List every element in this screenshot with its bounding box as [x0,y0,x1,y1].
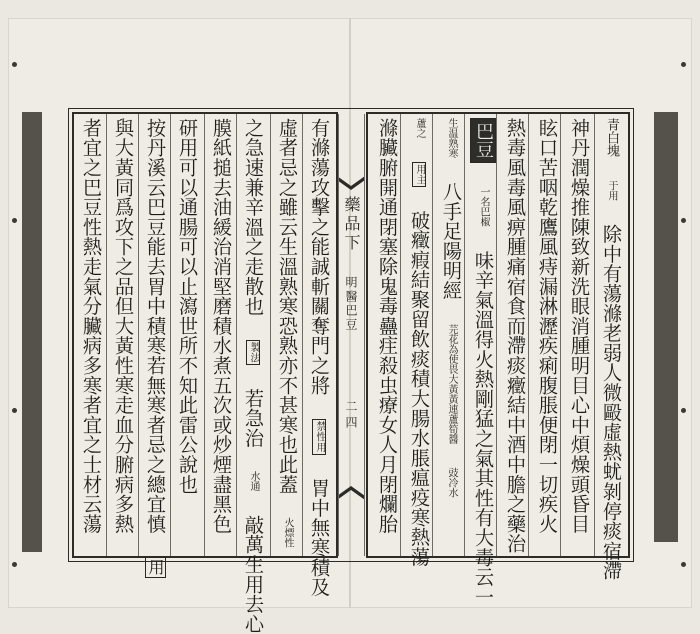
right-col-2: 神丹潤燥推陳致新洗眼消腫明目心中煩燥頭昏目 [568,118,591,534]
annotation: 水通 [248,471,259,492]
section-marker: 禁性用 [314,420,325,453]
annotation: 豉冷水 [446,467,457,498]
annotation: 生温熟寒 [446,118,457,158]
punch-hole [12,562,17,567]
text-run: 敲萬生用去心 [242,515,265,634]
right-col-4 [502,118,529,554]
punch-hole [12,218,17,223]
fish-tail-top [337,176,365,190]
pre-heading: 青白塊 [604,118,619,157]
left-dark-strip [22,112,42,552]
annotation: 一名巴椒 [478,186,489,227]
left-col-7: 與大黃同爲攻下之品但大黃性寒走血分腑病多熱 [112,118,135,534]
left-col-1 [306,118,333,597]
right-col-7 [406,118,433,567]
right-dark-strip [654,112,678,542]
annotation: 于用 [606,180,617,201]
section-marker: 用主 [414,163,425,185]
column-rule [302,114,303,556]
right-col-6 [438,118,465,498]
right-col-1 [598,118,625,581]
punch-hole [681,562,686,567]
center-rule [338,114,339,556]
left-col-6 [142,118,169,578]
left-col-2 [274,118,301,548]
right-col-8: 滌臟腑開通閉塞除鬼毒蠱疰殺虫療女人月閉爛胎 [376,118,399,534]
column-rule [170,114,171,556]
text-run: 熱毒風毒風痹腫痛宿食而滯痰癥結中酒中膽之藥治 [504,118,527,554]
left-col-3 [240,118,267,634]
text-run: 破癥瘕結聚留飲痰積大腸水脹瘟疫寒熱蕩 [408,210,431,567]
text-run: 味辛氣溫得火熱剛猛之氣其性有大毒云一 [472,250,495,607]
column-rule [106,114,107,556]
text-run: 八手足陽明經 [440,181,463,301]
left-col-4: 膜紙搥去油緩治消堅磨積水煮五次或炒煙盡黑色 [210,118,233,534]
punch-hole [12,408,17,413]
right-col-3: 眩口苦咽乾鷹風痔漏淋瀝疾痢腹脹便閉一切疾火 [536,118,559,534]
column-rule [270,114,271,556]
page-number: 二四 [344,400,358,432]
text-run: 按丹溪云巴豆能去胃中積寒若無寒者忌之總宜慎 [144,118,167,534]
column-rule [204,114,205,556]
text-run: 胃中無寒積及 [308,478,331,598]
text-run: 之急速兼辛溫之走散也 [242,118,265,316]
text-run: 若急治 [242,388,265,448]
fish-tail-bottom [337,486,365,500]
punch-hole [681,62,686,67]
annotation: 火熛性 [282,517,293,548]
column-rule [138,114,139,556]
annotation: 蘆之 [414,118,425,138]
entry-running-head: 明醫巴豆 [344,276,358,332]
section-marker: 製法 [248,341,259,363]
text-run: 虛者忌之雖云生溫熟寒恐熟亦不甚寒也此蓋 [276,118,299,495]
column-rule [594,114,595,556]
chapter-title: 藥品下 [342,196,361,253]
text-run: 除中有蕩滌老弱人微毆虛熱蚘剝停痰宿滯 [600,224,623,581]
punch-hole [12,62,17,67]
center-rule [364,114,365,556]
punch-hole [681,218,686,223]
section-marker: 用 [146,559,165,577]
text-run: 有滌蕩攻擊之能誠斬關奪門之將 [308,118,331,396]
punch-hole [681,408,686,413]
left-col-8: 者宜之巴豆性熱走氣分臟病多寒者宜之士材云蕩 [80,118,103,534]
left-col-5: 研用可以通腸可以止瀉世所不知此雷公說也 [176,118,199,495]
column-rule [236,114,237,556]
right-col-5 [470,118,497,607]
annotation: 芫花為使畏大黃黃連蘆筍醬 [446,324,457,445]
entry-title-badge: 巴豆 [470,118,496,163]
